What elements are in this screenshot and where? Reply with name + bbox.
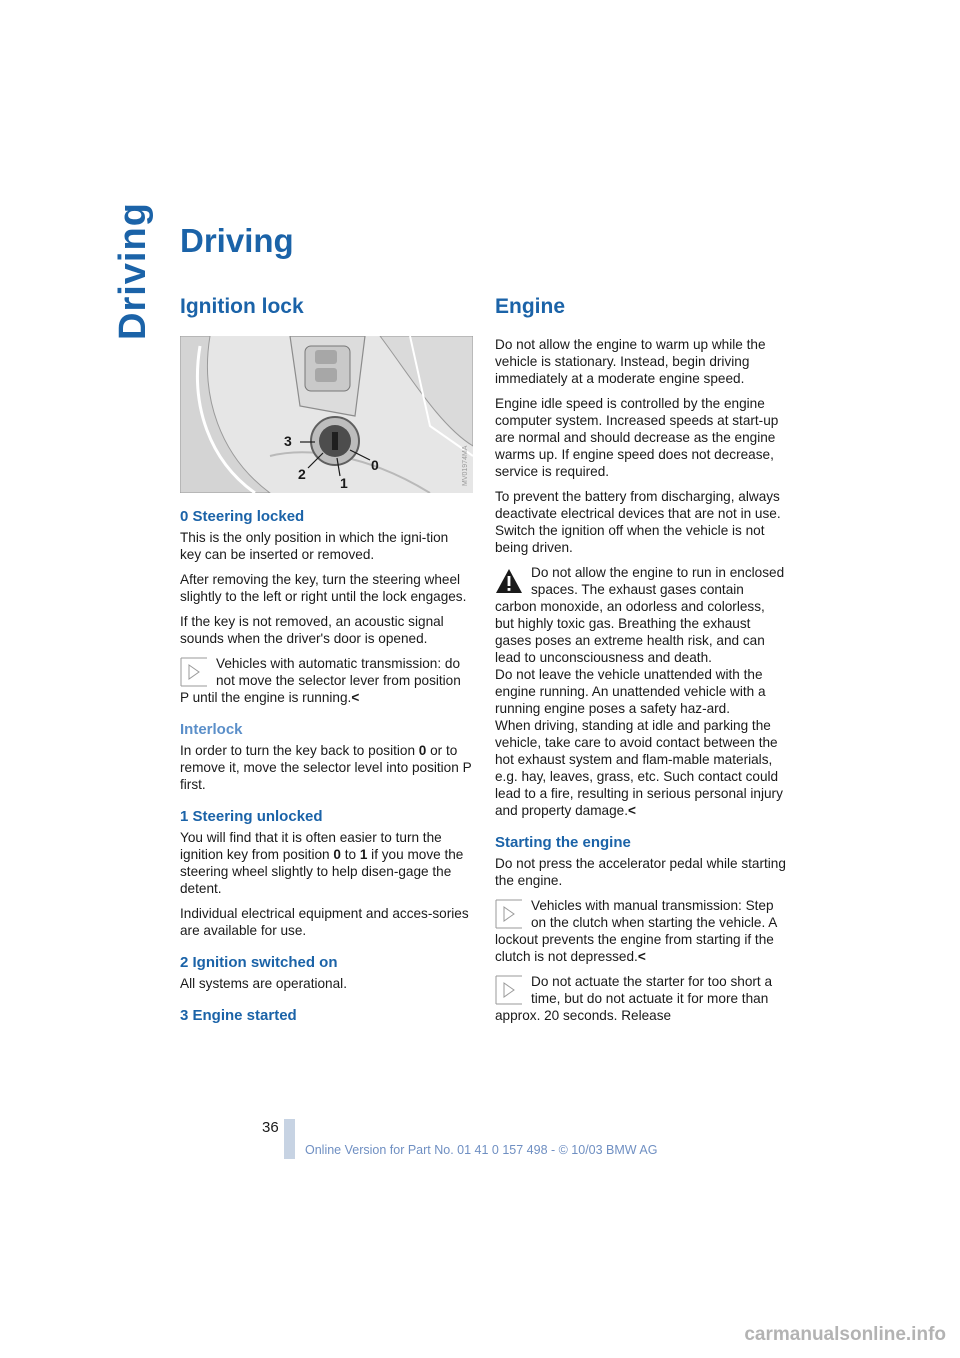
steering-locked-text-3: If the key is not removed, an acoustic signal sounds when the driver's door is opened. <box>180 614 444 646</box>
warning-exhaust-text-3: When driving, standing at idle and parking the vehicle, take care to avoid contact between the hot exhaust system and flam-mable materials, e.g. hay, leaves, grass, etc. Such contact could lead to a fire, resulting in serious personal injury and property damage. <box>495 718 783 818</box>
warning-triangle-icon <box>495 566 523 596</box>
warning-exhaust: Do not allow the engine to run in enclosed spaces. The exhaust gases contain carbon monoxide, an odorless and colorless, but highly toxic gas. Breathing the exhaust gases poses an extreme health risk, and can lead to unconsciousness and death. Do not leave the vehicle unattended with the engine running. An unattended vehicle with a running engine poses a safety haz-ard. When driving, standing at idle and parking the vehicle, take care to avoid contact between the hot exhaust system and flam-mable materials, e.g. hay, leaves, grass, etc. Such contact could lead to a fire, resulting in serious personal injury and property damage.< <box>495 564 787 819</box>
note-manual-transmission-text: Vehicles with manual transmission: Step on the clutch when starting the vehicle. A lockout prevents the engine from starting if the clutch is not depressed. <box>495 898 777 964</box>
section-title-engine: Engine <box>495 295 566 318</box>
watermark: carmanualsonline.info <box>744 1324 946 1345</box>
steering-locked-text-2: After removing the key, turn the steering wheel slightly to the left or right until the lock engages. <box>180 572 467 604</box>
note-starter <box>495 973 787 1024</box>
heading-engine-started: 3 Engine started <box>180 1007 297 1024</box>
ignition-lock-figure <box>180 336 473 493</box>
ignition-on-text: All systems are operational. <box>180 976 347 991</box>
side-chapter-tab: Driving <box>112 202 154 340</box>
warning-exhaust-text-2: Do not leave the vehicle unattended with the engine running. An unattended vehicle with a running engine poses a safety haz-ard. <box>495 667 766 716</box>
footer-bar <box>284 1119 295 1159</box>
note-arrow-icon <box>495 975 523 1005</box>
heading-steering-locked: 0 Steering locked <box>180 508 305 525</box>
steering-unlocked-text-2: Individual electrical equipment and acces-sories are available for use. <box>180 906 469 938</box>
note-automatic-transmission <box>180 655 472 706</box>
page-number: 36 <box>262 1119 279 1136</box>
warning-exhaust-text-1: Do not allow the engine to run in enclosed spaces. The exhaust gases contain carbon monoxide, an odorless and colorless, but highly toxic gas. Breathing the exhaust gases poses an extreme health risk, and can lead to unconsciousness and death. <box>495 565 785 665</box>
steering-locked-text-1: This is the only position in which the igni-tion key can be inserted or removed. <box>180 530 449 562</box>
footer-text: Online Version for Part No. 01 41 0 157 498 - © 10/03 BMW AG <box>305 1143 658 1157</box>
left-column <box>180 292 472 1028</box>
engine-text-1: Do not allow the engine to warm up while the vehicle is stationary. Instead, begin driving immediately at a moderate engine speed. <box>495 337 766 386</box>
note-automatic-transmission-text: Vehicles with automatic transmission: do not move the selector lever from position P until the engine is running. <box>180 656 461 705</box>
right-column <box>495 292 787 1032</box>
page-title: Driving <box>180 222 294 259</box>
note-arrow-icon <box>180 657 208 687</box>
figure-code: MV01974MA <box>462 445 469 486</box>
note-starter-text: Do not actuate the starter for too short a time, but do not actuate it for more than approx. 20 seconds. Release <box>495 974 773 1023</box>
engine-text-3: To prevent the battery from discharging, always deactivate electrical devices that are not in use. Switch the ignition off when the vehicle is not being driven. <box>495 489 781 555</box>
figure-label-1: 1 <box>340 475 348 491</box>
ignition-lock-illustration <box>180 336 473 493</box>
note-manual-transmission: Vehicles with manual transmission: Step on the clutch when starting the vehicle. A lockout prevents the engine from starting if the clutch is not depressed.< <box>495 898 777 964</box>
figure-label-2: 2 <box>298 466 306 482</box>
steering-unlocked-text-1: You will find that it is often easier to turn the ignition key from position 0 to 1 if you move the steering wheel slightly to help disen-gage the detent. <box>180 830 464 896</box>
heading-ignition-on: 2 Ignition switched on <box>180 954 338 971</box>
interlock-text: In order to turn the key back to position 0 or to remove it, move the selector level into position P first. <box>180 743 472 792</box>
engine-text-2: Engine idle speed is controlled by the engine computer system. Increased speeds at start-up are normal and should decrease as the engine warms up. If engine speed does not decrease, service is required. <box>495 396 779 479</box>
figure-label-3: 3 <box>284 433 292 449</box>
heading-interlock: Interlock <box>180 721 243 738</box>
heading-starting-engine: Starting the engine <box>495 834 631 851</box>
note-arrow-icon <box>495 899 523 929</box>
end-mark: < <box>351 690 360 705</box>
starting-engine-text-1: Do not press the accelerator pedal while starting the engine. <box>495 856 786 888</box>
section-title-ignition-lock: Ignition lock <box>180 295 304 318</box>
figure-label-0: 0 <box>371 457 379 473</box>
heading-steering-unlocked: 1 Steering unlocked <box>180 808 323 825</box>
